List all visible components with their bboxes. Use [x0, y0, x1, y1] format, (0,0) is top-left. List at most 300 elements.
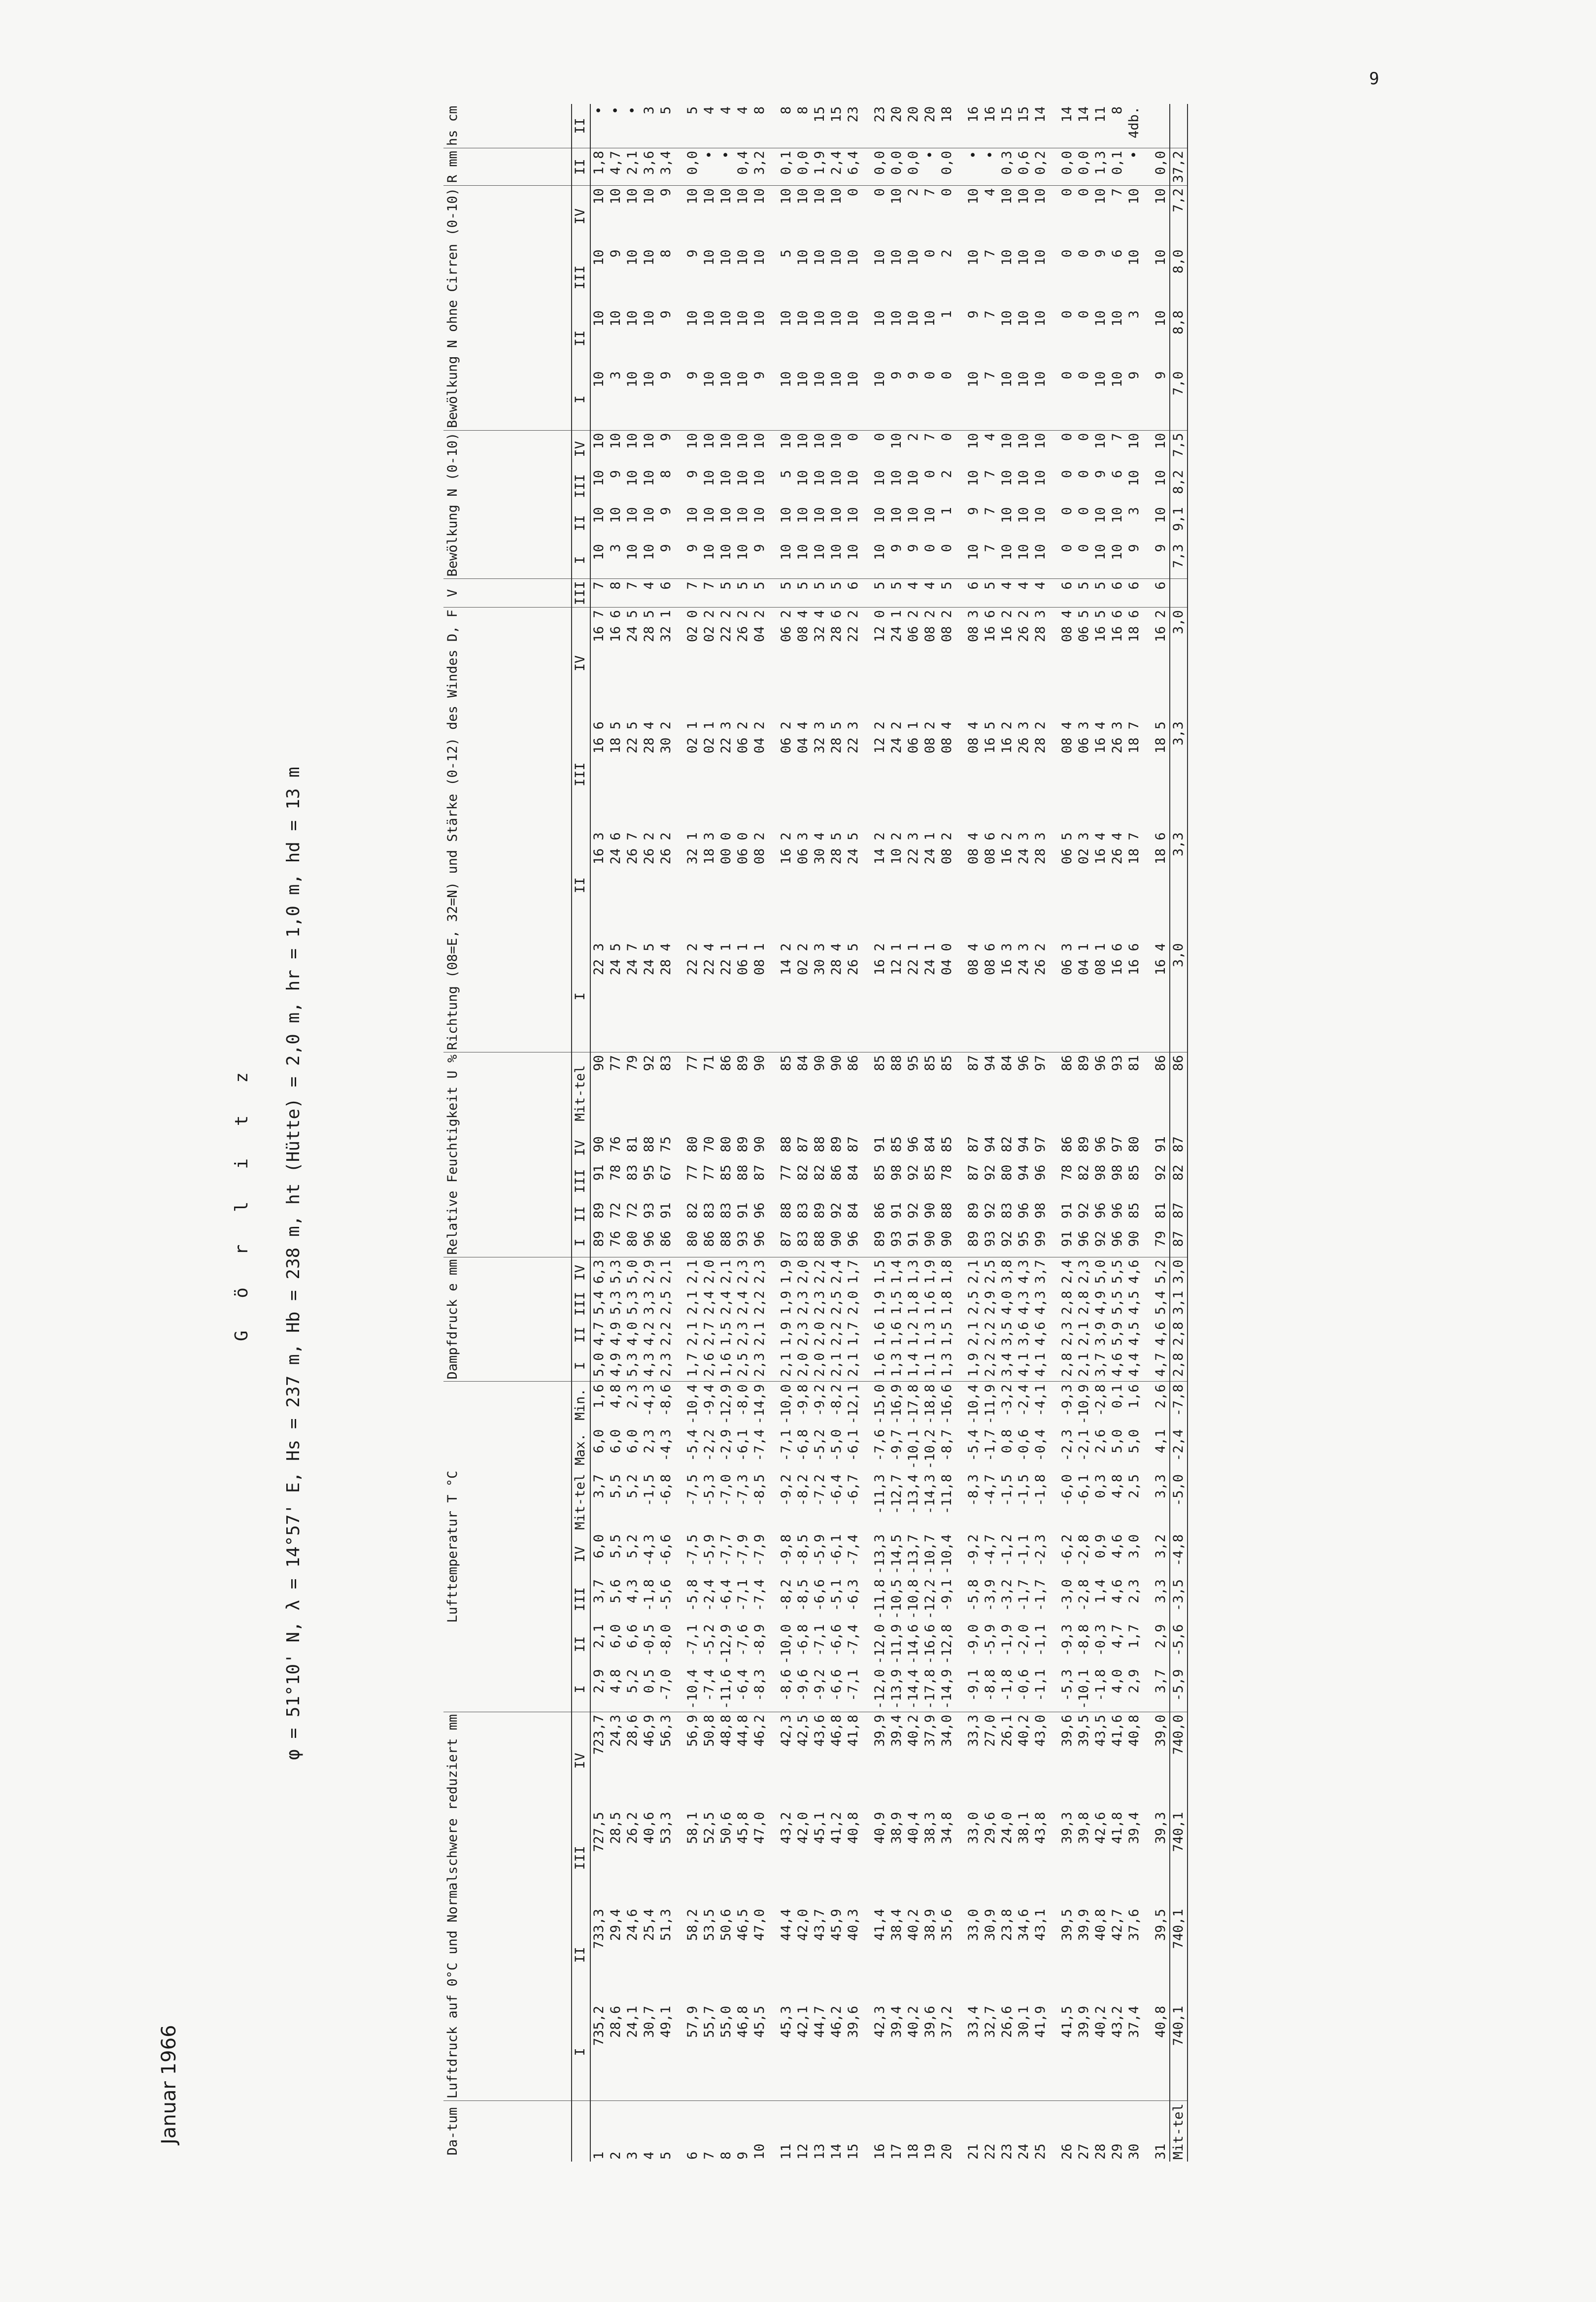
cell-value: -2,1 [1076, 1429, 1091, 1461]
cell-value: 39,6 [1059, 1714, 1075, 1747]
cell-value [1170, 104, 1188, 148]
cell-value: 10 [1016, 542, 1032, 579]
cell-value: 4,3 [641, 1350, 658, 1381]
cell-value: 87 [1170, 1200, 1188, 1228]
cell-value: 6 [955, 579, 982, 608]
cell-value: 2 [939, 249, 954, 258]
cell-value: 26 2 [1032, 941, 1049, 1052]
cell-value: 78 [1059, 1164, 1075, 1181]
cell-value: 39,9 [1076, 1909, 1091, 1941]
cell-value: 0,0 [888, 148, 905, 186]
cell-value: 1,7 [1126, 1624, 1142, 1649]
cell-value: 7 [675, 579, 701, 608]
cell-value: 18 7 [1126, 832, 1142, 865]
cell-value: 9 [658, 188, 674, 197]
cell-value: 95 [642, 1164, 657, 1181]
sub-header-cell: I [572, 369, 590, 431]
col-bewoelkung-ohne-cirren: Bewölkung N ohne Cirren (0-10) [443, 186, 572, 431]
cell-value: 0 [939, 542, 955, 579]
cell-value: 10 [1153, 188, 1168, 204]
cell-value: 10 [1126, 188, 1142, 204]
cell-value: 9 [1143, 542, 1170, 579]
cell-value: -4,3 [642, 1534, 657, 1566]
cell-value: 8 [658, 249, 674, 258]
cell-value: 24 7 [624, 941, 641, 1052]
cell-value: 28 3 [1033, 832, 1048, 865]
cell-value: -5,9 [812, 1534, 827, 1566]
cell-value: -5,4 [685, 1429, 700, 1461]
cell-value: 727,5 [591, 1812, 607, 1852]
cell-value: 3,4 [658, 148, 675, 186]
cell-value: 92 [642, 1055, 657, 1071]
cell-value: 5 [675, 104, 701, 148]
cell-value: -11,6 [718, 1667, 735, 1712]
cell-value: 52,5 [702, 1812, 717, 1844]
cell-value: 08 1 [1092, 941, 1109, 1052]
cell-value: 2,2 [812, 1259, 827, 1284]
cell-value: -8,6 [768, 1667, 795, 1712]
cell-value: 6 [1109, 579, 1126, 608]
cell-value: 4 [1016, 579, 1032, 608]
sub-header-cell: I [572, 1350, 590, 1381]
cell-value: 40,4 [906, 1812, 921, 1844]
cell-value: -5,6 [658, 1579, 674, 1612]
cell-value: 10 [889, 433, 904, 449]
cell-value: -7,1 [812, 1624, 827, 1657]
cell-value: 08 6 [983, 832, 998, 865]
sub-header-cell: I [572, 941, 590, 1052]
cell-value [1143, 104, 1170, 148]
cell-value: 91 [905, 1228, 922, 1257]
cell-value: 45,5 [751, 2003, 768, 2101]
cell-value: 7 [701, 579, 718, 608]
cell-value: 6 [1110, 470, 1125, 478]
cell-value: 1,6 [922, 1290, 938, 1315]
cell-value: 10 [702, 310, 717, 327]
table-row [751, 104, 768, 2162]
sub-header-cell: Max. [572, 1427, 590, 1472]
cell-value: 80 [624, 1228, 641, 1257]
cell-value: -7,7 [718, 1534, 734, 1566]
cell-value: 0,0 [1143, 148, 1170, 186]
cell-value: -10,4 [939, 1534, 954, 1575]
cell-value: 33,4 [955, 2003, 982, 2101]
cell-value: 96 [641, 1228, 658, 1257]
sub-header-cell: II [572, 505, 590, 542]
cell-date: 23 [999, 2143, 1015, 2160]
cell-value: 10 [1033, 188, 1048, 204]
table-row [1016, 104, 1032, 2162]
cell-value: 3,0 [1170, 941, 1188, 1052]
cell-value: -2,8 [1093, 1384, 1108, 1417]
cell-value: -13,3 [872, 1534, 887, 1575]
cell-value: 93 [1110, 1055, 1125, 1071]
cell-value: • [982, 148, 999, 186]
cell-value: 83 [658, 1055, 674, 1071]
col-datum: Da-tum [445, 2107, 460, 2156]
table-row [828, 104, 845, 2162]
cell-value: 10 [889, 249, 904, 266]
cell-value: 14 2 [768, 941, 795, 1052]
cell-value: 94 [1016, 1136, 1031, 1152]
cell-value: 10 [735, 249, 750, 266]
cell-value: 02 3 [1076, 832, 1091, 865]
cell-value: -6,6 [828, 1667, 845, 1712]
cell-value: -11,9 [983, 1384, 998, 1424]
cell-value: 2,1 [658, 1259, 674, 1284]
cell-value: -5,1 [829, 1579, 844, 1612]
sub-header-cell: I [572, 1667, 590, 1712]
cell-value: -7,0 [718, 1474, 734, 1507]
cell-value: -5,9 [1170, 1667, 1188, 1712]
cell-value: 1,9 [779, 1290, 794, 1315]
cell-value: 30 4 [812, 832, 827, 865]
cell-value: 10 [752, 507, 767, 523]
cell-value: 96 [752, 1202, 767, 1219]
cell-value: 10 [999, 507, 1015, 523]
cell-value: 1,4 [905, 1350, 922, 1381]
cell-value: 22 1 [718, 941, 735, 1052]
cell-value: 10 [752, 188, 767, 204]
cell-value: 10 [812, 433, 827, 449]
cell-value: 9 [658, 433, 674, 441]
cell-value: -10,7 [922, 1534, 938, 1575]
cell-value: 83 [625, 1164, 640, 1181]
cell-value: 6,3 [591, 1259, 607, 1284]
cell-value: 10 [828, 369, 845, 431]
cell-value: 82 [812, 1164, 827, 1181]
cell-value: 92 [906, 1202, 921, 1219]
cell-value: 10 [795, 310, 811, 327]
cell-value: -14,6 [906, 1624, 921, 1664]
col-r: R mm [443, 148, 572, 186]
cell-value: 10 [795, 507, 811, 523]
cell-value: 0,1 [1110, 1384, 1125, 1409]
cell-value: 41,6 [1110, 1714, 1125, 1747]
cell-value: -14,3 [922, 1474, 938, 1515]
cell-value: 1,8 [906, 1290, 921, 1315]
cell-value: 08 4 [795, 610, 811, 643]
cell-value: 5 [982, 579, 999, 608]
cell-value: 0,4 [735, 148, 751, 186]
cell-value: 38,4 [889, 1909, 904, 1941]
cell-value: 56,9 [685, 1714, 700, 1747]
cell-value: -9,7 [889, 1429, 904, 1461]
cell-value: 2,5 [829, 1290, 844, 1315]
cell-value: 6 [1049, 579, 1076, 608]
cell-value: 3,3 [1170, 719, 1188, 830]
cell-value: -2,8 [1076, 1579, 1091, 1612]
sub-header-cell: III [572, 1577, 590, 1622]
cell-value: 86 [872, 1202, 887, 1219]
cell-value: 2,1 [624, 148, 641, 186]
cell-value: -12,0 [872, 1624, 887, 1664]
cell-value: 10 2 [889, 832, 904, 865]
cell-value: -7,1 [845, 1667, 862, 1712]
cell-value: -0,5 [642, 1624, 657, 1657]
cell-value: -18,8 [922, 1384, 938, 1424]
cell-value: 4,0 [1109, 1667, 1126, 1712]
cell-value: 77 [608, 1055, 623, 1071]
cell-value: 16 6 [591, 721, 607, 754]
cell-value: 84 [999, 1055, 1015, 1071]
cell-value: 06 0 [735, 832, 750, 865]
cell-value: 4,3 [625, 1579, 640, 1603]
cell-value: 2 [906, 433, 921, 441]
cell-value: -1,8 [999, 1667, 1016, 1712]
cell-value: 4,9 [608, 1321, 623, 1346]
cell-value: 7 [982, 542, 999, 579]
cell-value: 76 [608, 1228, 624, 1257]
cell-value: 86 [1153, 1055, 1168, 1071]
cell-value: 733,3 [591, 1909, 607, 1949]
cell-value: 10 [735, 542, 751, 579]
cell-value: 723,7 [591, 1714, 607, 1755]
cell-value: 5 [862, 579, 888, 608]
cell-value: 94 [983, 1055, 998, 1071]
cell-value: 16 6 [1109, 941, 1126, 1052]
cell-value: -4,3 [642, 1384, 657, 1417]
cell-value: 0 [939, 188, 954, 197]
cell-value: 08 4 [1059, 610, 1075, 643]
cell-value: 88 [779, 1202, 794, 1219]
cell-value: 7 [922, 433, 938, 441]
cell-value: 24 1 [922, 941, 939, 1052]
cell-value: 10 [718, 433, 734, 449]
cell-value: -2,4 [1016, 1384, 1031, 1417]
cell-value: -6,1 [829, 1534, 844, 1566]
cell-value: 96 [906, 1136, 921, 1152]
cell-value: 5 [779, 470, 794, 478]
cell-value: 9 [888, 369, 905, 431]
cell-value: 06 2 [906, 610, 921, 643]
cell-value: -10,8 [906, 1579, 921, 1620]
cell-value: 10 [591, 188, 607, 204]
cell-value: 06 3 [1049, 941, 1076, 1052]
cell-value: 5 [795, 579, 812, 608]
cell-value: 79 [1143, 1228, 1170, 1257]
cell-value: 2,5 [966, 1290, 981, 1315]
cell-value: 90 [591, 1136, 607, 1152]
cell-value: 7,0 [1170, 369, 1188, 431]
cell-value: 80 [999, 1164, 1015, 1181]
cell-value: 10 [1016, 507, 1031, 523]
cell-value: 16 [955, 104, 982, 148]
cell-value: 1,1 [922, 1350, 939, 1381]
cell-value: 1,8 [590, 148, 608, 186]
cell-value: 10 [779, 188, 794, 204]
cell-value: -6,6 [658, 1534, 674, 1566]
cell-value: 89 [812, 1202, 827, 1219]
cell-value: 6,4 [845, 148, 862, 186]
cell-value: 10 [718, 542, 735, 579]
cell-value: 740,1 [1170, 1906, 1188, 2003]
cell-value: 2,0 [702, 1259, 717, 1284]
cell-value: 22 3 [906, 832, 921, 865]
cell-value: -8,7 [939, 1429, 954, 1461]
cell-value: 45,1 [812, 1812, 827, 1844]
cell-value: 10 [906, 310, 921, 327]
cell-value: 0 [922, 470, 938, 478]
cell-value: 10 [735, 507, 750, 523]
cell-value: 91 [889, 1202, 904, 1219]
cell-value: 5,3 [608, 1290, 623, 1315]
cell-value: 5,3 [608, 1259, 623, 1284]
cell-value: 16 4 [1093, 832, 1108, 865]
cell-value: -7,9 [735, 1534, 750, 1566]
cell-value: 40,6 [642, 1812, 657, 1844]
cell-value: 5 [735, 579, 751, 608]
cell-value: 2,4 [828, 148, 845, 186]
cell-value: 740,1 [1170, 1809, 1188, 1906]
cell-value: 10 [862, 369, 888, 431]
cell-value: 1,3 [1092, 148, 1109, 186]
cell-date: 8 [718, 2151, 734, 2160]
cell-value: -9,2 [812, 1667, 828, 1712]
cell-value: 90 [828, 1228, 845, 1257]
cell-value: 7 [982, 369, 999, 431]
cell-value: 5 [828, 579, 845, 608]
cell-value: 9 [675, 542, 701, 579]
cell-value: 5 [939, 579, 955, 608]
cell-value: 4,6 [1110, 1579, 1125, 1603]
cell-value: 5,3 [624, 1350, 641, 1381]
cell-value: -7,6 [735, 1624, 750, 1657]
cell-value: 40,2 [906, 1909, 921, 1941]
cell-value: 3,7 [1143, 1667, 1170, 1712]
table-row [1049, 104, 1076, 2162]
cell-value: 85 [779, 1055, 794, 1071]
cell-value: 10 [591, 310, 607, 327]
cell-value: 10 [999, 433, 1015, 449]
cell-value: 95 [906, 1055, 921, 1071]
cell-value: 33,3 [966, 1714, 981, 1747]
cell-value: 22 1 [905, 941, 922, 1052]
cell-value: 10 [1032, 369, 1049, 431]
cell-value: 91 [735, 1202, 750, 1219]
cell-value: 06 3 [1076, 721, 1091, 754]
cell-value: 1,4 [889, 1259, 904, 1284]
cell-value: 2,9 [590, 1667, 608, 1712]
cell-value: 10 [625, 188, 640, 204]
cell-value: -8,0 [658, 1624, 674, 1657]
cell-value: 10 [922, 507, 938, 523]
cell-value: 5,2 [625, 1534, 640, 1558]
cell-value: 98 [1093, 1164, 1108, 1181]
cell-value: -6,4 [735, 1667, 751, 1712]
cell-value: -7,2 [812, 1474, 827, 1507]
cell-value: 10 [1109, 369, 1126, 431]
cell-value: -7,4 [752, 1579, 767, 1612]
cell-value: 0,9 [1093, 1534, 1108, 1558]
cell-value: 2,3 [625, 1384, 640, 1409]
cell-value: 25,4 [642, 1909, 657, 1941]
cell-value: -13,7 [906, 1534, 921, 1575]
cell-value: 10 [1033, 433, 1048, 449]
cell-value: 91 [872, 1136, 887, 1152]
cell-value: 53,5 [702, 1909, 717, 1941]
cell-value: 7 [983, 249, 998, 258]
cell-value: 06 5 [1059, 832, 1075, 865]
cell-value: -1,9 [999, 1624, 1015, 1657]
cell-value: 08 2 [939, 610, 954, 643]
cell-value: 10 [1153, 249, 1168, 266]
term-header-row [572, 104, 590, 2162]
cell-value: 22 3 [590, 941, 608, 1052]
cell-value: 9,1 [1170, 505, 1188, 542]
cell-value: -5,9 [983, 1624, 998, 1657]
cell-value: 6,0 [608, 1624, 623, 1649]
cell-value: 10 [779, 507, 794, 523]
cell-value: -1,7 [1033, 1579, 1048, 1612]
cell-value: 10 [608, 188, 623, 204]
cell-value: 2,8 [1049, 1350, 1076, 1381]
cell-value: 3,0 [1170, 1257, 1188, 1288]
cell-value: 14 [1049, 104, 1076, 148]
cell-value: 38,3 [922, 1812, 938, 1844]
cell-value: 4,1 [1016, 1350, 1032, 1381]
cell-value: 28 3 [1033, 610, 1048, 643]
cell-value: 96 [1093, 1202, 1108, 1219]
cell-value: -7,5 [685, 1474, 700, 1507]
cell-value: 1,7 [846, 1321, 861, 1346]
cell-value: 9 [1126, 542, 1143, 579]
cell-value: 06 1 [735, 941, 751, 1052]
cell-value: 4,8 [1110, 1474, 1125, 1498]
cell-value: 10 [999, 249, 1015, 266]
cell-value: -2,4 [702, 1579, 717, 1612]
cell-date: 24 [1016, 2143, 1031, 2160]
cell-value: 1,6 [862, 1350, 888, 1381]
col-wind: Richtung (08=E, 32=N) und Stärke (0-12) des Windes D, F [443, 608, 572, 1052]
cell-value: 11 [1092, 104, 1109, 148]
cell-value: 96 [1016, 1202, 1031, 1219]
cell-value: 740,0 [1170, 1712, 1188, 1809]
cell-value: -6,7 [846, 1474, 861, 1507]
cell-value: 5,0 [1126, 1429, 1142, 1454]
sub-header-cell: III [572, 247, 590, 308]
cell-value: 78 [608, 1164, 623, 1181]
cell-value: 90 [922, 1202, 938, 1219]
cell-value: 3,9 [1093, 1321, 1108, 1346]
cell-value: 2,3 [1126, 1579, 1142, 1603]
col-luftdruck: Luftdruck auf 0°C und Normalschwere reduziert mm [443, 1712, 572, 2100]
cell-value: 1,6 [889, 1321, 904, 1346]
cell-value: 1,2 [906, 1321, 921, 1346]
cell-value: 2,1 [966, 1259, 981, 1284]
cell-value: 2,9 [642, 1259, 657, 1284]
cell-value: 10 [1153, 310, 1168, 327]
cell-value: -9,6 [795, 1667, 812, 1712]
cell-value: 08 2 [922, 610, 938, 643]
cell-value: 82 [999, 1136, 1015, 1152]
cell-value: 22 3 [718, 721, 734, 754]
cell-value: 90 [752, 1055, 767, 1071]
cell-value: 42,3 [862, 2003, 888, 2101]
cell-value: 8,2 [1170, 468, 1188, 505]
cell-value: 10 [624, 369, 641, 431]
cell-value: 10 [591, 433, 607, 449]
cell-date: 14 [829, 2143, 844, 2160]
cell-value: -6,4 [718, 1579, 734, 1612]
cell-value: 1,3 [939, 1350, 955, 1381]
cell-value: 10 [1126, 249, 1142, 266]
table-row [795, 104, 812, 2162]
cell-value: 83 [702, 1202, 717, 1219]
cell-value: 10 [625, 433, 640, 449]
cell-date: 13 [812, 2143, 827, 2160]
cell-value: 5,5 [608, 1474, 623, 1498]
